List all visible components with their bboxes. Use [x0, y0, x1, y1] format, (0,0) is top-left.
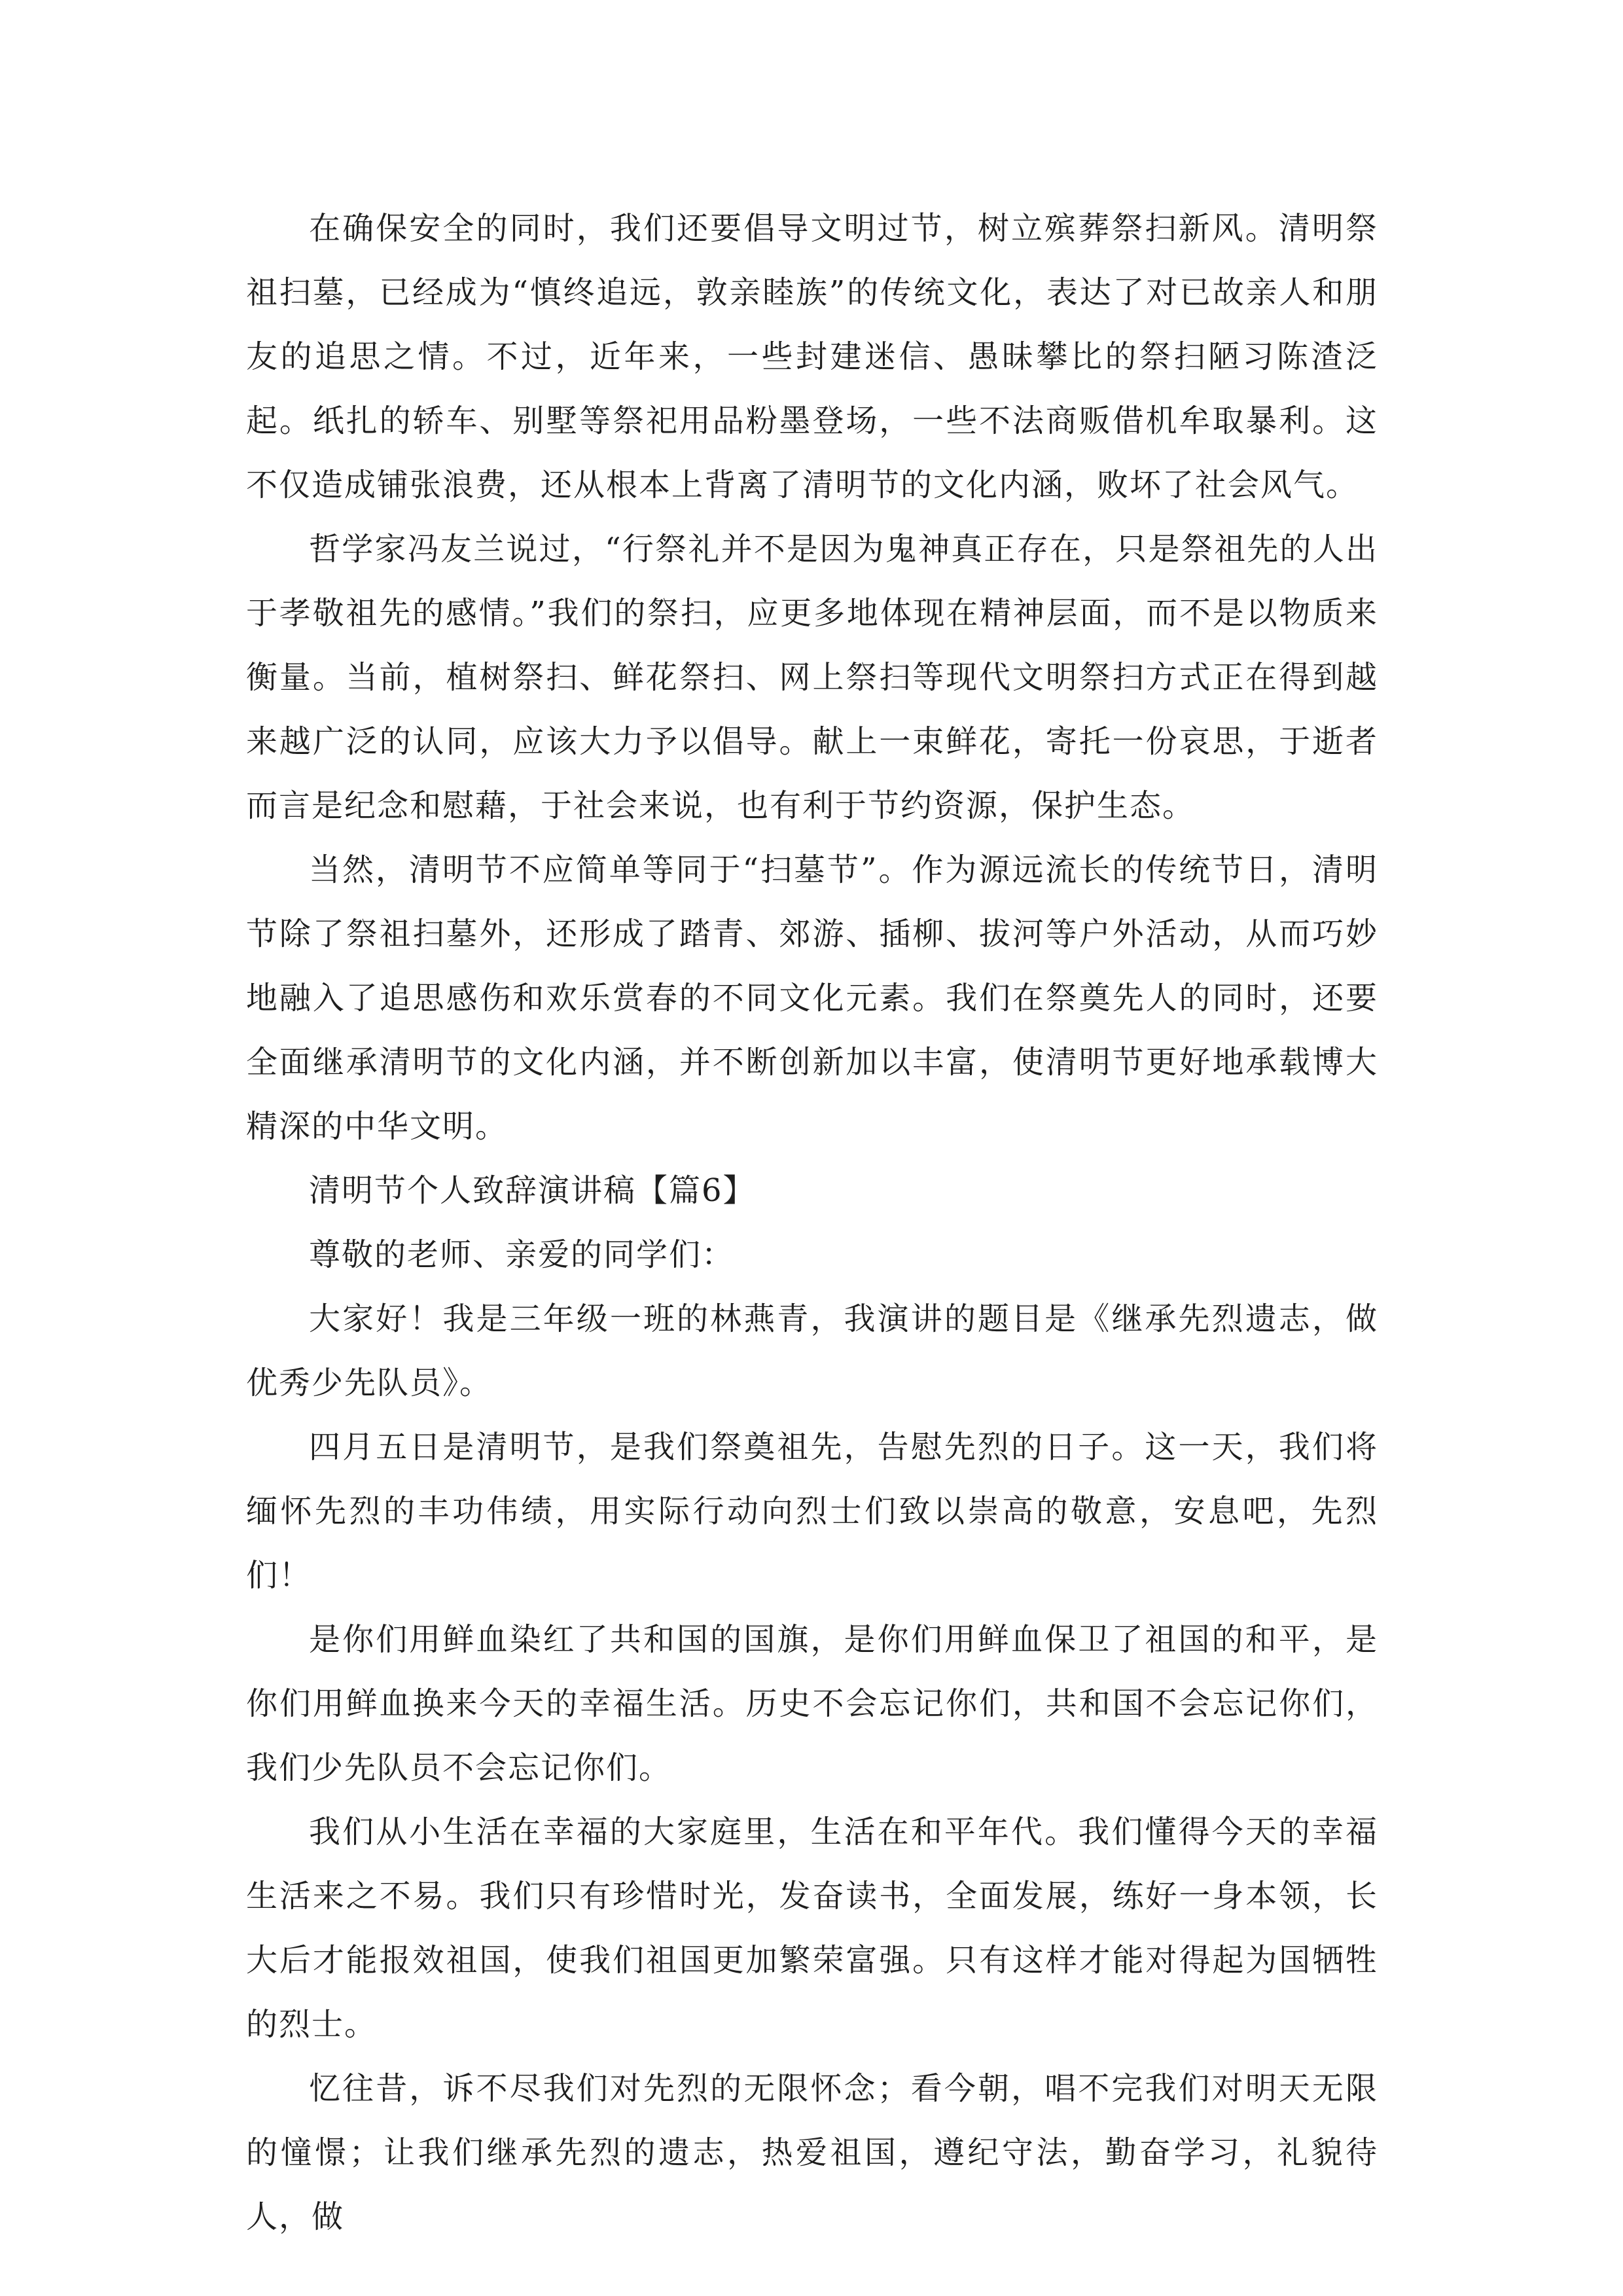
paragraph-8: 是你们用鲜血染红了共和国的国旗，是你们用鲜血保卫了祖国的和平，是你们用鲜血换来今天的幸福生活。历史不会忘记你们，共和国不会忘记你们，我们少先队员不会忘记你们。	[246, 1621, 1378, 1786]
paragraph-6: 大家好！我是三年级一班的林燕青，我演讲的题目是《继承先烈遗志，做优秀少先队员》。	[246, 1300, 1378, 1401]
document-body	[246, 196, 1378, 2249]
paragraph-3: 当然，清明节不应简单等同于“扫墓节”。作为源远流长的传统节日，清明节除了祭祖扫墓外，还形成了踏青、郊游、插柳、拔河等户外活动，从而巧妙地融入了追思感伤和欢乐赏春的不同文化元素。我们在祭奠先人的同时，还要全面继承清明节的文化内涵，并不断创新加以丰富，使清明节更好地承载博大精深的中华文明。	[246, 852, 1378, 1145]
paragraph-10: 忆往昔，诉不尽我们对先烈的无限怀念；看今朝，唱不完我们对明天无限的憧憬；让我们继承先烈的遗志，热爱祖国，遵纪守法，勤奋学习，礼貌待人，做	[246, 2070, 1378, 2235]
salutation: 尊敬的老师、亲爱的同学们：	[309, 1236, 735, 1273]
paragraph-9: 我们从小生活在幸福的大家庭里，生活在和平年代。我们懂得今天的幸福生活来之不易。我们只有珍惜时光，发奋读书，全面发展，练好一身本领，长大后才能报效祖国，使我们祖国更加繁荣富强。只有这样才能对得起为国牺牲的烈士。	[246, 1814, 1378, 2043]
paragraph-1: 在确保安全的同时，我们还要倡导文明过节，树立殡葬祭扫新风。清明祭祖扫墓，已经成为“慎终追远，敦亲睦族”的传统文化，表达了对已故亲人和朋友的追思之情。不过，近年来，一些封建迷信、愚昧攀比的祭扫陋习陈渣泛起。纸扎的轿车、别墅等祭祀用品粉墨登场，一些不法商贩借机牟取暴利。这不仅造成铺张浪费，还从根本上背离了清明节的文化内涵，败坏了社会风气。	[246, 210, 1378, 503]
paragraph-7: 四月五日是清明节，是我们祭奠祖先，告慰先烈的日子。这一天，我们将缅怀先烈的丰功伟绩，用实际行动向烈士们致以崇高的敬意，安息吧，先烈们！	[246, 1429, 1378, 1594]
section-heading: 清明节个人致辞演讲稿【篇6】	[309, 1172, 756, 1209]
paragraph-2: 哲学家冯友兰说过，“行祭礼并不是因为鬼神真正存在，只是祭祖先的人出于孝敬祖先的感情。”我们的祭扫，应更多地体现在精神层面，而不是以物质来衡量。当前，植树祭扫、鲜花祭扫、网上祭扫等现代文明祭扫方式正在得到越来越广泛的认同，应该大力予以倡导。献上一束鲜花，寄托一份哀思，于逝者而言是纪念和慰藉，于社会来说，也有利于节约资源，保护生态。	[246, 531, 1378, 824]
